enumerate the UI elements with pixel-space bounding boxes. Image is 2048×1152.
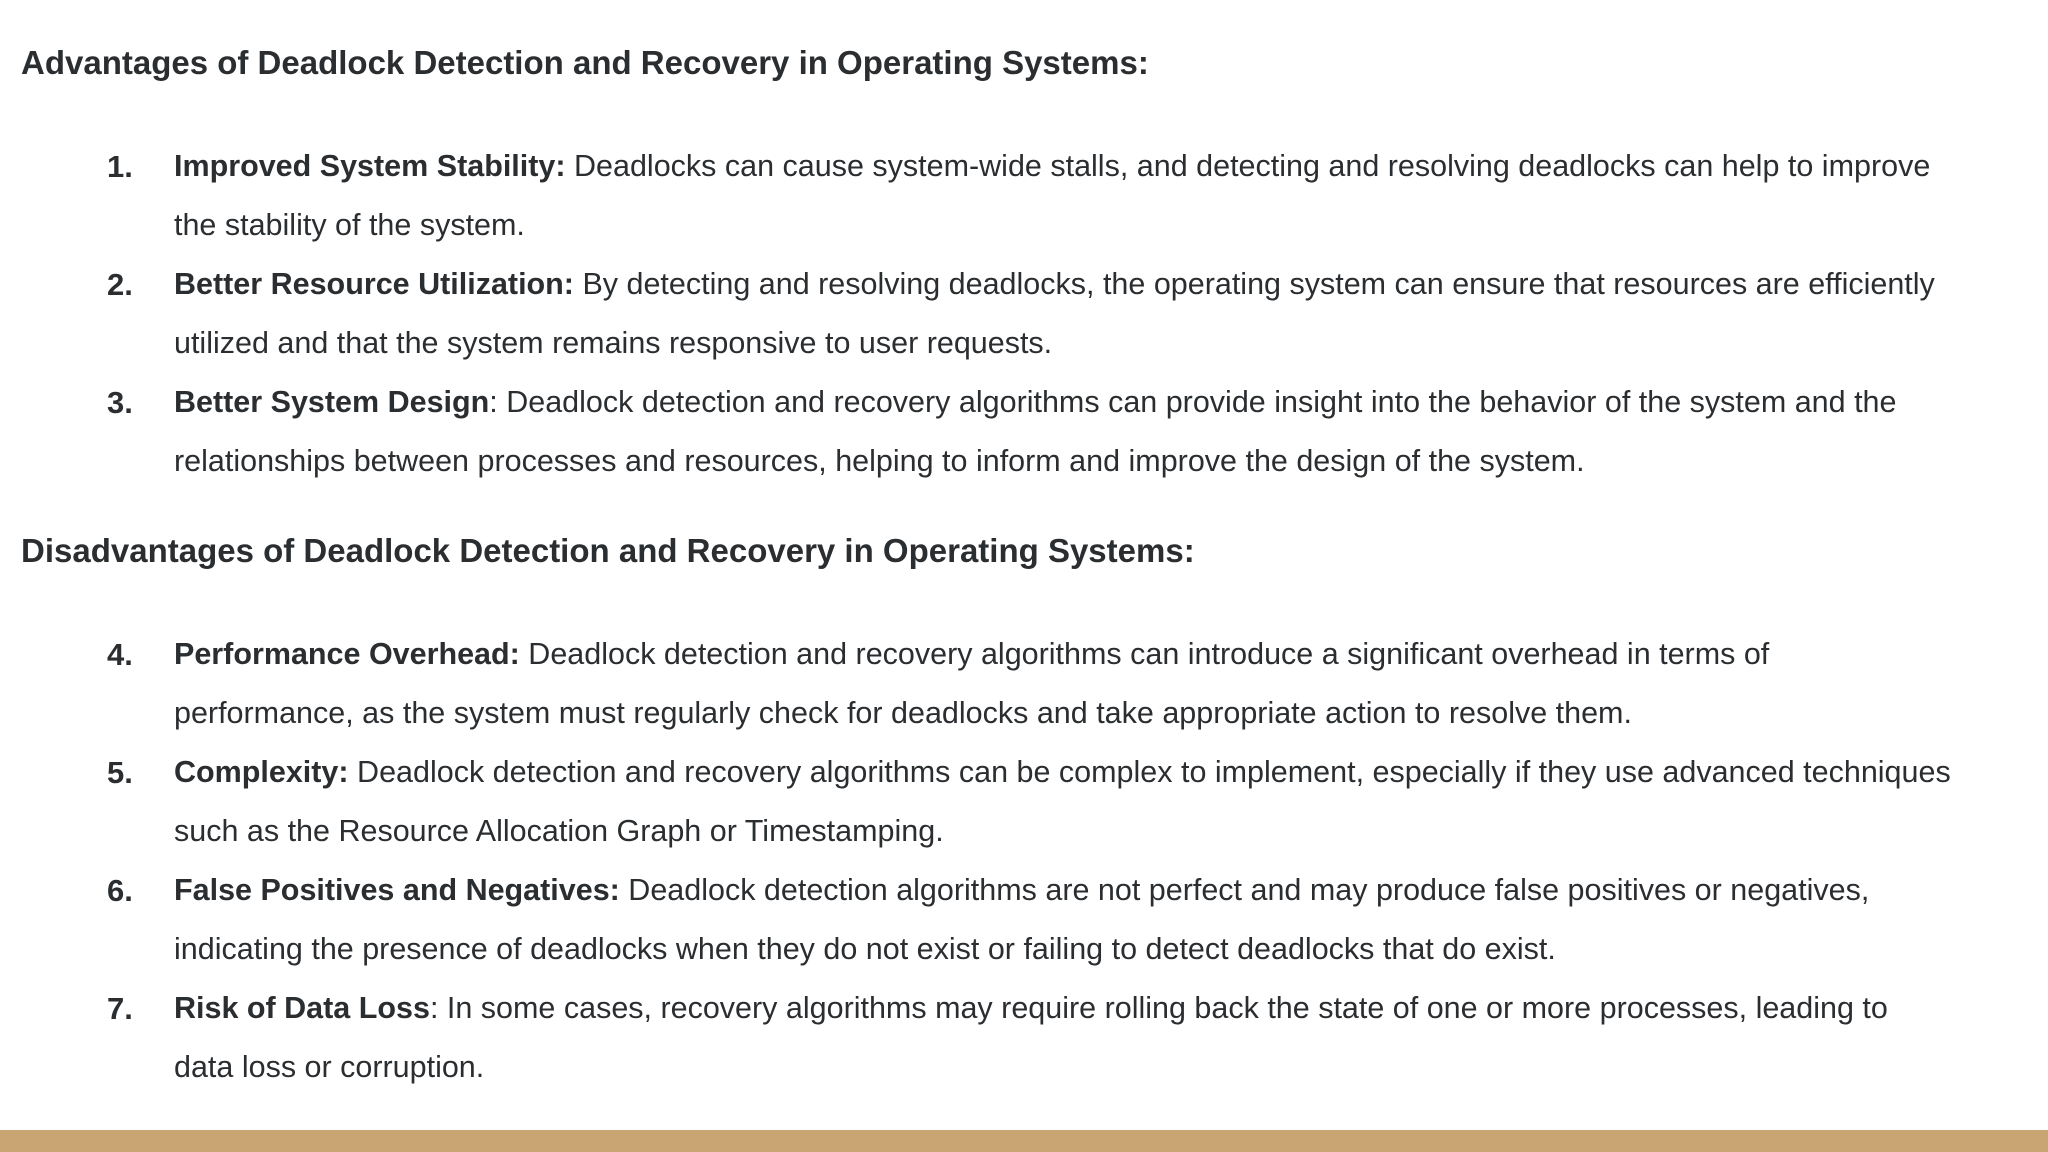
list-item: [0, 861, 2048, 979]
list-item-number: 4.: [107, 637, 133, 672]
list-item-number: 7.: [107, 991, 133, 1026]
list-item-term: Performance Overhead:: [174, 637, 520, 671]
list-item-text: [174, 625, 1954, 743]
list-item-description: Deadlock detection algorithms are not perfect and may produce false positives or negatives, indicating the presence of deadlocks when they do not exist or failing to detect deadlocks that do exist.: [174, 873, 1870, 966]
list-item-number: 1.: [107, 149, 133, 184]
list-item-number: 3.: [107, 385, 133, 420]
list-item-description: Deadlocks can cause system-wide stalls, and detecting and resolving deadlocks can help to improve the stability of the system.: [174, 149, 1931, 242]
list-item-term: Better Resource Utilization:: [174, 267, 574, 301]
list-item-text: [174, 979, 1954, 1097]
disadvantages-heading: Disadvantages of Deadlock Detection and Recovery in Operating Systems:: [21, 532, 1195, 569]
list-item-text: [174, 373, 1954, 491]
list-item: [0, 137, 2048, 255]
list-item-text: [174, 743, 1954, 861]
list-item-description: By detecting and resolving deadlocks, the operating system can ensure that resources are efficiently utilized and that the system remains responsive to user requests.: [174, 267, 1935, 360]
footer-accent-bar: [0, 1130, 2048, 1152]
disadvantages-list: [0, 625, 2048, 1097]
advantages-list: [0, 137, 2048, 491]
list-item: [0, 979, 2048, 1097]
list-item-term: Risk of Data Loss: [174, 991, 430, 1025]
list-item: [0, 373, 2048, 491]
list-item-number: 5.: [107, 755, 133, 790]
list-item-description: Deadlock detection and recovery algorithms can be complex to implement, especially if they use advanced techniques such as the Resource Allocation Graph or Timestamping.: [174, 755, 1951, 848]
list-item-text: [174, 137, 1954, 255]
list-item-description: : In some cases, recovery algorithms may require rolling back the state of one or more processes, leading to data loss or corruption.: [174, 991, 1888, 1084]
list-item-description: Deadlock detection and recovery algorithms can introduce a significant overhead in terms of performance, as the system must regularly check for deadlocks and take appropriate action to resolve them.: [174, 637, 1770, 730]
list-item-term: Better System Design: [174, 385, 490, 419]
list-item-term: Improved System Stability:: [174, 149, 566, 183]
list-item-term: Complexity:: [174, 755, 349, 789]
list-item-description: : Deadlock detection and recovery algorithms can provide insight into the behavior of the system and the relationships between processes and resources, helping to inform and improve the design of the system.: [174, 385, 1897, 478]
list-item-number: 2.: [107, 267, 133, 302]
list-item-text: [174, 255, 1954, 373]
list-item: [0, 625, 2048, 743]
advantages-heading: Advantages of Deadlock Detection and Recovery in Operating Systems:: [21, 44, 1149, 81]
list-item: [0, 255, 2048, 373]
list-item-text: [174, 861, 1954, 979]
list-item-term: False Positives and Negatives:: [174, 873, 620, 907]
list-item-number: 6.: [107, 873, 133, 908]
list-item: [0, 743, 2048, 861]
